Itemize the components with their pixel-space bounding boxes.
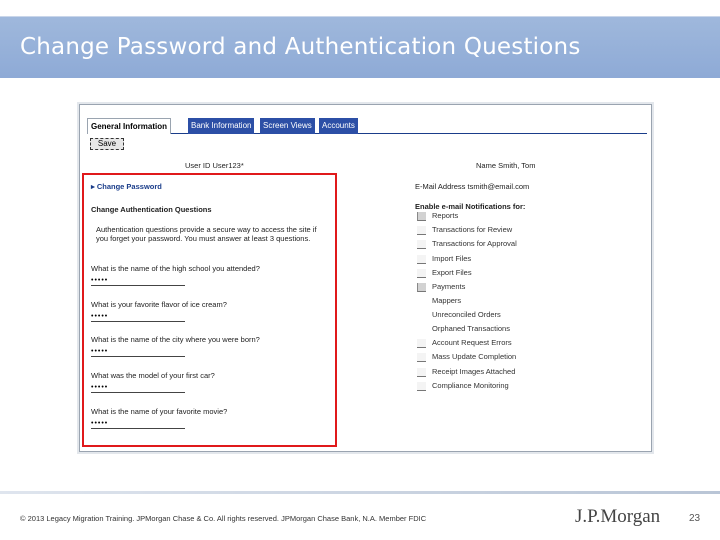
answer-input[interactable]: •••••	[91, 276, 185, 286]
questions-description: Authentication questions provide a secure way to access the site if you forget your password. You must answer at least 3 questions.	[96, 225, 317, 243]
user-id-field: User ID User123*	[185, 161, 244, 170]
notification-row[interactable]	[417, 381, 647, 393]
notification-row	[417, 310, 647, 322]
checkbox[interactable]	[417, 269, 426, 278]
notification-label: Orphaned Transactions	[432, 324, 510, 333]
notification-label: Account Request Errors	[432, 338, 512, 347]
notification-label: Transactions for Approval	[432, 239, 517, 248]
question-label: What is the name of your favorite movie?	[91, 407, 228, 416]
footer-divider	[0, 491, 720, 494]
change-questions-heading: Change Authentication Questions	[91, 205, 212, 214]
notification-label: Receipt Images Attached	[432, 367, 516, 376]
answer-input[interactable]: •••••	[91, 312, 185, 322]
checkbox[interactable]	[417, 255, 426, 264]
checkbox[interactable]	[417, 368, 426, 377]
notification-row[interactable]	[417, 211, 647, 223]
footer-copyright: © 2013 Legacy Migration Training. JPMorgan Chase & Co. All rights reserved. JPMorgan Chase Bank, N.A. Member FDIC	[20, 514, 427, 523]
notification-row[interactable]	[417, 225, 647, 237]
checkbox[interactable]	[417, 382, 426, 391]
save-button[interactable]: Save	[90, 138, 124, 150]
notification-label: Mappers	[432, 296, 462, 305]
notification-row[interactable]	[417, 367, 647, 379]
notification-row[interactable]	[417, 282, 647, 294]
change-password-link[interactable]: ▸ Change Password	[91, 182, 162, 191]
tab-bar	[87, 118, 647, 134]
slide-title: Change Password and Authentication Questions	[20, 34, 581, 60]
slide-header	[0, 16, 720, 78]
checkbox[interactable]	[417, 339, 426, 348]
checkbox[interactable]	[417, 283, 426, 292]
answer-input[interactable]: •••••	[91, 419, 185, 429]
notification-row[interactable]	[417, 268, 647, 280]
question-label: What was the model of your first car?	[91, 371, 215, 380]
notification-label: Reports	[432, 211, 459, 220]
answer-input[interactable]: •••••	[91, 347, 185, 357]
notification-label: Payments	[432, 282, 466, 291]
notification-row	[417, 296, 647, 308]
tab-screen-views[interactable]: Screen Views	[260, 118, 315, 134]
checkbox[interactable]	[417, 240, 426, 249]
notification-row	[417, 324, 647, 336]
tab-bank-information[interactable]: Bank Information	[188, 118, 254, 134]
question-label: What is your favorite flavor of ice cream?	[91, 300, 227, 309]
notification-label: Import Files	[432, 254, 472, 263]
notification-label: Export Files	[432, 268, 472, 277]
answer-input[interactable]: •••••	[91, 383, 185, 393]
page-number: 23	[689, 513, 701, 524]
notification-row[interactable]	[417, 239, 647, 251]
highlight-box	[82, 173, 337, 447]
notifications-heading: Enable e-mail Notifications for:	[415, 202, 526, 211]
checkbox[interactable]	[417, 212, 426, 221]
notification-row[interactable]	[417, 254, 647, 266]
email-address-field: E-Mail Address tsmith@email.com	[415, 182, 530, 191]
tab-accounts[interactable]: Accounts	[319, 118, 358, 134]
notification-label: Compliance Monitoring	[432, 381, 509, 390]
checkbox[interactable]	[417, 226, 426, 235]
name-field: Name Smith, Tom	[476, 161, 536, 170]
question-label: What is the name of the city where you were born?	[91, 335, 260, 344]
jpmorgan-logo: J.P.Morgan	[575, 506, 661, 527]
notification-label: Transactions for Review	[432, 225, 513, 234]
notification-row[interactable]	[417, 352, 647, 364]
screenshot-panel	[79, 104, 652, 452]
notification-label: Unreconciled Orders	[432, 310, 501, 319]
notification-label: Mass Update Completion	[432, 352, 517, 361]
tab-general-information[interactable]: General Information	[87, 118, 171, 134]
notification-row[interactable]	[417, 338, 647, 350]
checkbox[interactable]	[417, 353, 426, 362]
question-label: What is the name of the high school you attended?	[91, 264, 260, 273]
